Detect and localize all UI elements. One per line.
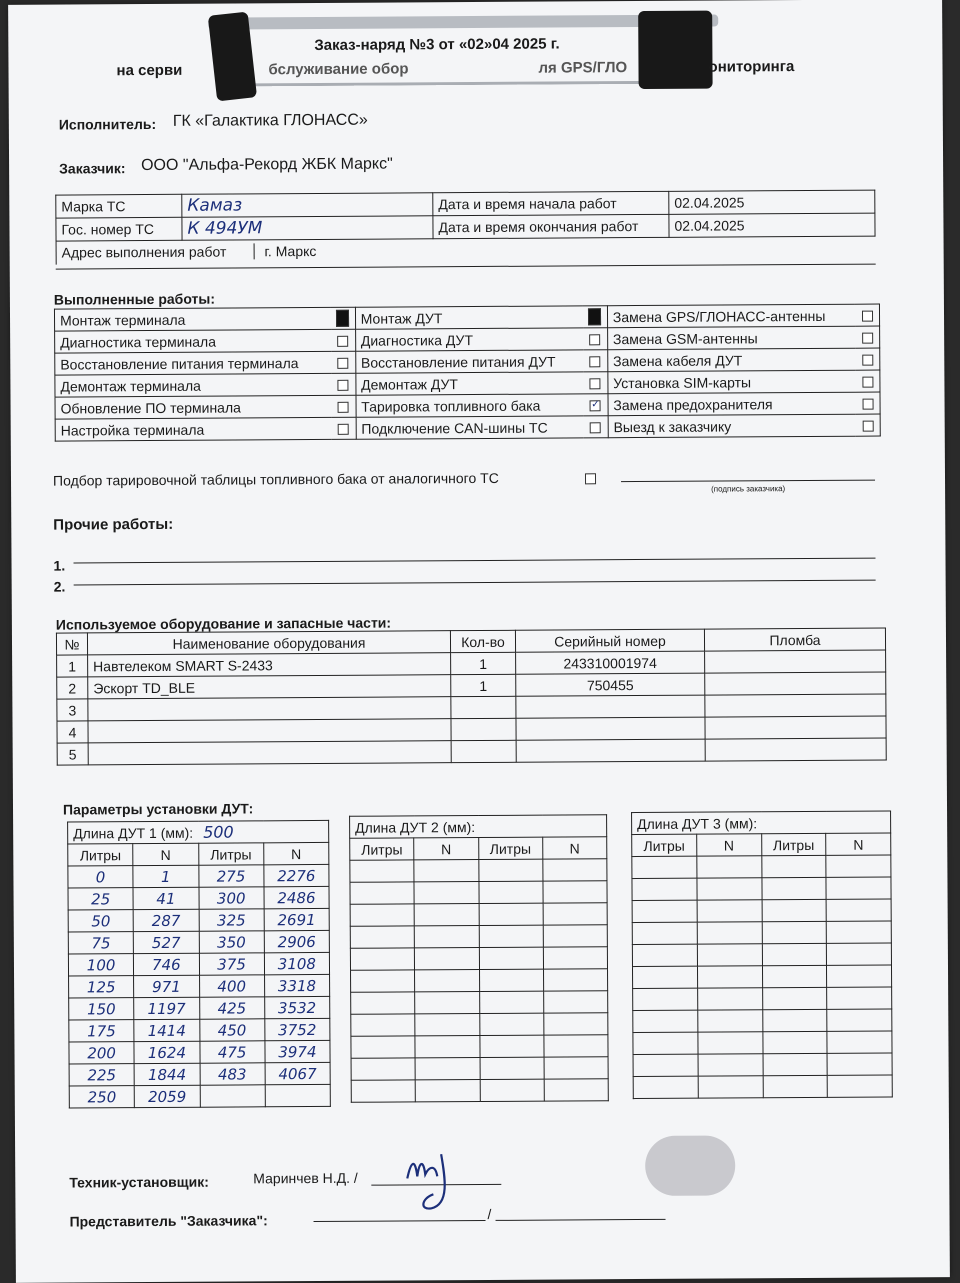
other-work-1-line [74,558,876,564]
dut-cell [414,904,478,926]
executor-label: Исполнитель: [58,115,157,133]
work-item-checkbox[interactable] [590,379,601,390]
dut-cell [479,903,543,925]
dut-cell: 200 [69,1042,134,1064]
dut-cell: 325 [199,909,264,931]
equipment-cell: Эскорт TD_BLE [88,675,451,699]
work-item-checkbox[interactable] [588,309,601,326]
dut2-length-label: Длина ДУТ 2 (мм): [355,818,476,836]
dut-column-header: N [696,834,761,856]
dut-cell: 3752 [265,1018,330,1040]
dut-cell [544,1035,608,1057]
dut-column-header: N [542,837,606,859]
dut-cell: 400 [199,975,264,997]
brand-value: Камаз [182,193,433,218]
dut-row [69,1040,330,1064]
end-value: 02.04.2025 [669,213,875,237]
dut-cell [351,992,415,1014]
signature-caption: (подпись заказчика) [711,484,786,494]
dut-cell: 50 [68,910,133,932]
dut-cell [762,1009,827,1031]
dut-cell [633,1032,698,1054]
dut-cell [415,1080,479,1102]
dut-column-header: N [414,838,478,860]
dut-cell [544,1079,608,1101]
equipment-table [56,628,887,766]
dut-cell [351,1014,415,1036]
dut-cell [415,970,479,992]
work-item-checkbox[interactable] [589,335,600,346]
equipment-cell [705,694,886,717]
dut-row [351,1079,608,1103]
dut-cell [479,991,543,1013]
dut-cell [827,1053,892,1075]
order-title: Заказ-наряд №3 от «02»04 2025 г. [314,35,560,54]
vehicle-table [55,190,875,265]
dut-cell [480,1057,544,1079]
equipment-header-cell: № [56,633,87,655]
dut-cell [265,1084,330,1106]
dut-cell: 250 [69,1086,134,1108]
dut-cell [351,1036,415,1058]
dut-cell: 1414 [134,1019,199,1041]
dut-cell: 483 [200,1063,265,1085]
other-work-2-label: 2. [53,578,66,595]
dut-cell [633,1054,698,1076]
dut-cell [698,1010,763,1032]
equipment-cell [705,738,886,761]
dut-row [350,903,607,927]
dut-cell: 1197 [134,997,199,1019]
dut-column-header: Литры [761,833,826,855]
dut-cell: 287 [133,909,198,931]
dut-cell [415,1014,479,1036]
work-item-checkbox[interactable] [338,380,349,391]
address-label: Адрес выполнения работ [57,244,255,261]
dut-cell [697,922,762,944]
work-item-label: Восстановление питания ДУТ [355,350,583,373]
work-item-checkbox[interactable] [862,377,873,388]
work-item-label: Установка SIM-карты [608,370,856,394]
order-subtitle-part2: бслуживание обор [268,60,409,79]
dut-cell: 425 [199,997,264,1019]
dut-cell: 300 [198,887,263,909]
equipment-cell [451,696,516,718]
work-item-checkbox[interactable] [862,355,873,366]
equipment-cell: 1 [57,655,88,677]
dut-row [632,877,891,901]
customer-value: ООО "Альфа-Рекорд ЖБК Маркс" [141,155,393,175]
dut-cell [478,859,542,881]
dut-cell: 3318 [264,974,329,996]
customer-rep-signature-line [314,1220,486,1222]
equipment-cell: 2 [57,677,88,699]
dut-cell [826,899,891,921]
dut-cell [697,944,762,966]
dut-cell [543,947,607,969]
work-item-label: Тарировка топливного бака [356,394,584,417]
equipment-row [57,738,886,765]
dut-cell [350,860,414,882]
dut-cell: 100 [68,954,133,976]
equipment-cell: 243310001974 [516,651,705,674]
dut-cell [543,859,607,881]
dut1-length-value: 500 [203,822,234,842]
equipment-cell [88,697,451,721]
dut-cell [763,1075,828,1097]
work-item-label: Диагностика ДУТ [355,328,583,351]
dut-cell [762,921,827,943]
dut-row [632,899,891,923]
work-item-label: Настройка терминала [55,417,331,441]
work-item-checkbox[interactable] [336,310,349,327]
dut-cell [632,856,697,878]
start-label: Дата и время начала работ [433,191,669,215]
other-work-1-label: 1. [53,557,66,574]
dut-cell [543,925,607,947]
dut-cell: 2486 [264,886,329,908]
dut-cell [479,1013,543,1035]
dut-cell [480,1079,544,1101]
equipment-cell [516,695,705,718]
plate-label: Гос. номер ТС [56,217,182,241]
dut-cell [414,926,478,948]
dut-cell: 527 [134,931,199,953]
dut-cell [543,991,607,1013]
customer-rep-slash: / [487,1205,492,1222]
dut-cell [350,882,414,904]
dut-row [68,908,329,932]
dut-cell [697,878,762,900]
dut1-length-label: Длина ДУТ 1 (мм): [73,824,194,842]
dut-cell: 2276 [264,864,329,886]
dut-column-header: N [133,843,198,865]
dut-column-header: Литры [478,837,542,859]
dut-cell [543,881,607,903]
dut-cell [697,966,762,988]
dut-cell [543,969,607,991]
dut-cell [826,877,891,899]
dut-row [69,1018,330,1042]
dut-cell [697,856,762,878]
work-item-checkbox[interactable] [590,357,601,368]
dut-cell [544,1013,608,1035]
equipment-cell: 750455 [516,673,705,696]
dut-row [350,925,607,949]
work-item-label: Обновление ПО терминала [55,395,331,419]
dut-column-header: N [263,842,328,864]
order-subtitle-part1: на серви [116,61,183,80]
brand-label: Марка ТС [56,194,182,218]
dut-cell [479,1035,543,1057]
work-item-checkbox[interactable] [337,358,348,369]
dut-cell [350,926,414,948]
dut-cell [351,1058,415,1080]
dut-cell [762,1031,827,1053]
dut-column-header: Литры [632,834,697,856]
dut-cell: 225 [69,1064,134,1086]
dut-cell: 125 [69,976,134,998]
equipment-cell [705,716,886,739]
dut-cell: 4067 [265,1062,330,1084]
end-label: Дата и время окончания работ [433,214,669,238]
equipment-cell: Навтелеком SMART S-2433 [88,653,451,677]
equipment-cell: 4 [57,721,88,743]
equipment-header-cell: Кол-во [450,630,515,652]
dut-cell [479,925,543,947]
dut-cell [632,966,697,988]
plate-value: К 494УМ [182,216,433,241]
work-item-checkbox[interactable] [590,423,601,434]
dut-row [633,1009,892,1033]
dut-cell: 41 [133,887,198,909]
equipment-cell [705,672,886,695]
dut-cell [415,1058,479,1080]
dut-row [68,886,329,910]
dut-cell [415,1036,479,1058]
dut-row [633,1031,892,1055]
dut-cell [632,944,697,966]
address-value: г. Маркс [264,243,317,260]
equipment-cell: 1 [451,674,516,696]
work-item-label: Демонтаж ДУТ [356,372,584,395]
dut-cell [761,877,826,899]
dut-column-header: Литры [198,843,263,865]
dut-cell [351,970,415,992]
work-order-sheet [8,0,950,1283]
equipment-cell [516,739,705,762]
equipment-cell [451,718,516,740]
dut-cell [632,900,697,922]
dut-title: Параметры установки ДУТ: [62,800,254,818]
equipment-cell: 5 [57,743,88,765]
work-item-checkbox[interactable] [861,311,872,322]
dut-cell: 350 [199,931,264,953]
equipment-title: Используемое оборудование и запасные части: [55,614,392,633]
work-item-label: Демонтаж терминала [55,373,331,397]
dut-row [350,947,607,971]
equipment-header-cell: Пломба [704,628,885,651]
order-subtitle-part4: ониторинга [708,58,795,76]
dut-cell: 25 [68,888,133,910]
dut-cell [827,987,892,1009]
dut-cell [698,1076,763,1098]
equipment-cell [88,741,451,765]
work-item-label: Подключение CAN-шины ТС [356,416,584,439]
dut-cell [414,860,478,882]
works-row [55,414,880,441]
works-table [54,304,881,442]
dut-row [633,1053,892,1077]
dut-cell [544,1057,608,1079]
customer-rep-name-line [496,1219,666,1221]
dut-row [633,1075,892,1099]
dut-cell [632,922,697,944]
dut-cell: 175 [69,1020,134,1042]
work-item-label: Выезд к заказчику [608,414,856,438]
dut-cell [762,987,827,1009]
dut-cell [632,878,697,900]
start-value: 02.04.2025 [669,190,875,214]
dut-cell: 0 [68,866,133,888]
equipment-header-cell: Наименование оборудования [87,631,450,655]
dut-cell [762,943,827,965]
dut-cell [415,948,479,970]
dut-row [351,991,608,1015]
work-item-label: Монтаж терминала [54,307,330,331]
dut-cell: 475 [199,1041,264,1063]
dut1-table [67,820,331,1109]
work-item-checkbox[interactable] [338,424,349,435]
dut-cell [478,881,542,903]
work-item-checkbox[interactable] [862,399,873,410]
dut-row [69,1084,330,1108]
work-item-checkbox[interactable] [337,336,348,347]
work-item-label: Замена GSM-антенны [607,326,855,350]
work-item-label: Восстановление питания терминала [55,351,331,375]
dut-column-header: Литры [68,844,133,866]
dut-cell: 971 [134,975,199,997]
dut-cell: 3532 [264,996,329,1018]
customer-signature-line [621,480,875,483]
dut-row [68,864,329,888]
equipment-header-cell: Серийный номер [515,629,704,652]
dut-cell [827,1075,892,1097]
equipment-cell [88,719,451,743]
dut-cell: 3974 [265,1040,330,1062]
dut-cell [633,1010,698,1032]
dut-cell [350,904,414,926]
works-title: Выполненные работы: [53,290,216,308]
customer-label: Заказчик: [59,160,126,177]
dut3-table [631,810,893,1099]
equipment-cell: 1 [451,652,516,674]
dut-row [350,881,607,905]
dut-cell [351,1080,415,1102]
dut2-table [349,814,609,1103]
tariff-selection-checkbox[interactable] [585,473,596,484]
tariff-selection-text: Подбор тарировочной таблицы топливного бака от аналогичного ТС [52,469,499,489]
work-item-checkbox[interactable] [862,421,873,432]
dut-cell [827,943,892,965]
dut-cell: 746 [134,953,199,975]
technician-label: Техник-установщик: [69,1173,209,1191]
dut-cell [698,1054,763,1076]
dut-row [632,921,891,945]
dut-cell [350,948,414,970]
equipment-cell [451,740,516,762]
technician-signature [401,1148,461,1218]
stain [645,1135,735,1196]
work-item-checkbox[interactable] [338,402,349,413]
dut-row [350,859,607,883]
dut-cell [826,855,891,877]
dut-cell: 275 [198,865,263,887]
dut-cell [827,965,892,987]
dut-cell [479,969,543,991]
dut-row [632,855,891,879]
dut-row [633,987,892,1011]
dut-row [351,969,608,993]
dut-column-header: Литры [350,838,414,860]
equipment-cell [516,717,705,740]
technician-name: Маринчев Н.Д. / [253,1169,358,1187]
dut-cell: 2906 [264,930,329,952]
customer-rep-label: Представитель "Заказчика": [69,1212,268,1230]
dut-cell [762,965,827,987]
dut-cell: 1624 [134,1041,199,1063]
order-subtitle-part3: ля GPS/ГЛО [538,59,628,77]
other-work-2-line [74,580,876,586]
dut-cell: 375 [199,953,264,975]
dut-cell: 2059 [134,1085,199,1107]
dut-cell: 450 [199,1019,264,1041]
dut-cell [826,921,891,943]
dut-cell [762,899,827,921]
dut-cell [633,988,698,1010]
dut-cell [827,1009,892,1031]
dut-row [68,930,329,954]
dut-cell [763,1053,828,1075]
dut-cell: 1844 [134,1063,199,1085]
work-item-label: Монтаж ДУТ [355,306,583,329]
dut-row [69,996,330,1020]
dut-row [69,974,330,998]
dut-cell [415,992,479,1014]
dut-cell [697,900,762,922]
dut-row [351,1057,608,1081]
dut-cell [827,1031,892,1053]
dut-row [351,1035,608,1059]
dut-cell: 1 [133,865,198,887]
equipment-cell: 3 [57,699,88,721]
work-item-checkbox[interactable] [862,333,873,344]
work-item-label: Замена GPS/ГЛОНАСС-антенны [607,304,855,328]
dut-cell: 150 [69,998,134,1020]
dut-cell: 75 [68,932,133,954]
dut-cell [633,1076,698,1098]
executor-value: ГК «Галактика ГЛОНАСС» [172,111,368,130]
dut-cell: 3108 [264,952,329,974]
dut-row [632,943,891,967]
dut-cell [200,1085,265,1107]
dut-cell [698,1032,763,1054]
work-item-checkbox[interactable]: ✓ [591,399,600,411]
equipment-cell [705,650,886,673]
work-item-label: Замена предохранителя [608,392,856,416]
dut-column-header: N [826,833,891,855]
other-works-title: Прочие работы: [53,515,174,534]
work-item-label: Диагностика терминала [55,329,331,353]
dut-cell [479,947,543,969]
dut-row [632,965,891,989]
work-item-label: Замена кабеля ДУТ [608,348,856,372]
dut-cell [543,903,607,925]
dut-cell [761,855,826,877]
dut-cell [414,882,478,904]
dut-cell [697,988,762,1010]
dut3-length-label: Длина ДУТ 3 (мм): [637,814,758,832]
dut-row [69,1062,330,1086]
dut-row [351,1013,608,1037]
dut-cell: 2691 [264,908,329,930]
dut-row [68,952,329,976]
